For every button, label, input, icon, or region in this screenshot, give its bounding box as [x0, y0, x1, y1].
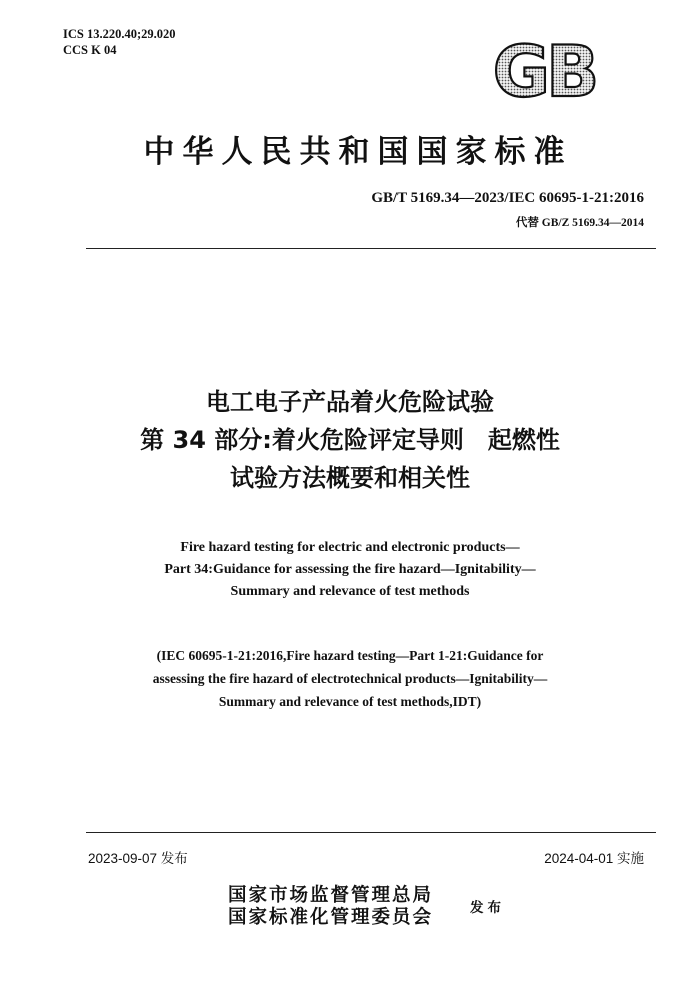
chinese-title-line-3: 试验方法概要和相关性 — [230, 464, 470, 492]
english-title-line-2: Part 34:Guidance for assessing the fire hazard—Ignitability— — [164, 562, 536, 577]
issuer-samr: 国家市场监督管理总局 — [228, 885, 434, 906]
gb-logo-letters: GB — [492, 40, 596, 102]
issue-date: 2023-09-07 发布 — [88, 851, 188, 866]
chinese-title-line-2: 第 34 部分:着火危险评定导则 起燃性 — [140, 426, 560, 454]
ccs-code: CCS K 04 — [63, 43, 117, 57]
effective-date: 2024-04-01 实施 — [544, 851, 644, 866]
standard-number: GB/T 5169.34—2023/IEC 60695-1-21:2016 — [371, 190, 644, 206]
idt-note-line-2: assessing the fire hazard of electrotechnical products—Ignitability— — [152, 671, 548, 686]
issue-label: 发布 — [470, 900, 505, 916]
national-standard-heading: 中华人民共和国国家标准 — [143, 134, 573, 170]
issuing-authorities — [228, 885, 433, 929]
issuer-sac: 国家标准化管理委员会 — [228, 907, 434, 928]
classification-codes — [63, 26, 176, 58]
english-title-line-3: Summary and relevance of test methods — [230, 584, 470, 599]
replaces-standard: 代替 GB/Z 5169.34—2014 — [515, 217, 644, 229]
ics-code: ICS 13.220.40;29.020 — [63, 27, 176, 41]
english-title-line-1: Fire hazard testing for electric and electronic products— — [180, 540, 520, 555]
top-divider — [86, 248, 656, 249]
bottom-divider — [86, 832, 656, 833]
idt-note-line-3: Summary and relevance of test methods,IDT) — [218, 694, 482, 709]
gb-logo — [480, 40, 608, 102]
chinese-title-line-1: 电工电子产品着火危险试验 — [206, 388, 494, 416]
idt-note-line-1: (IEC 60695-1-21:2016,Fire hazard testing—Part 1-21:Guidance for — [156, 648, 544, 663]
